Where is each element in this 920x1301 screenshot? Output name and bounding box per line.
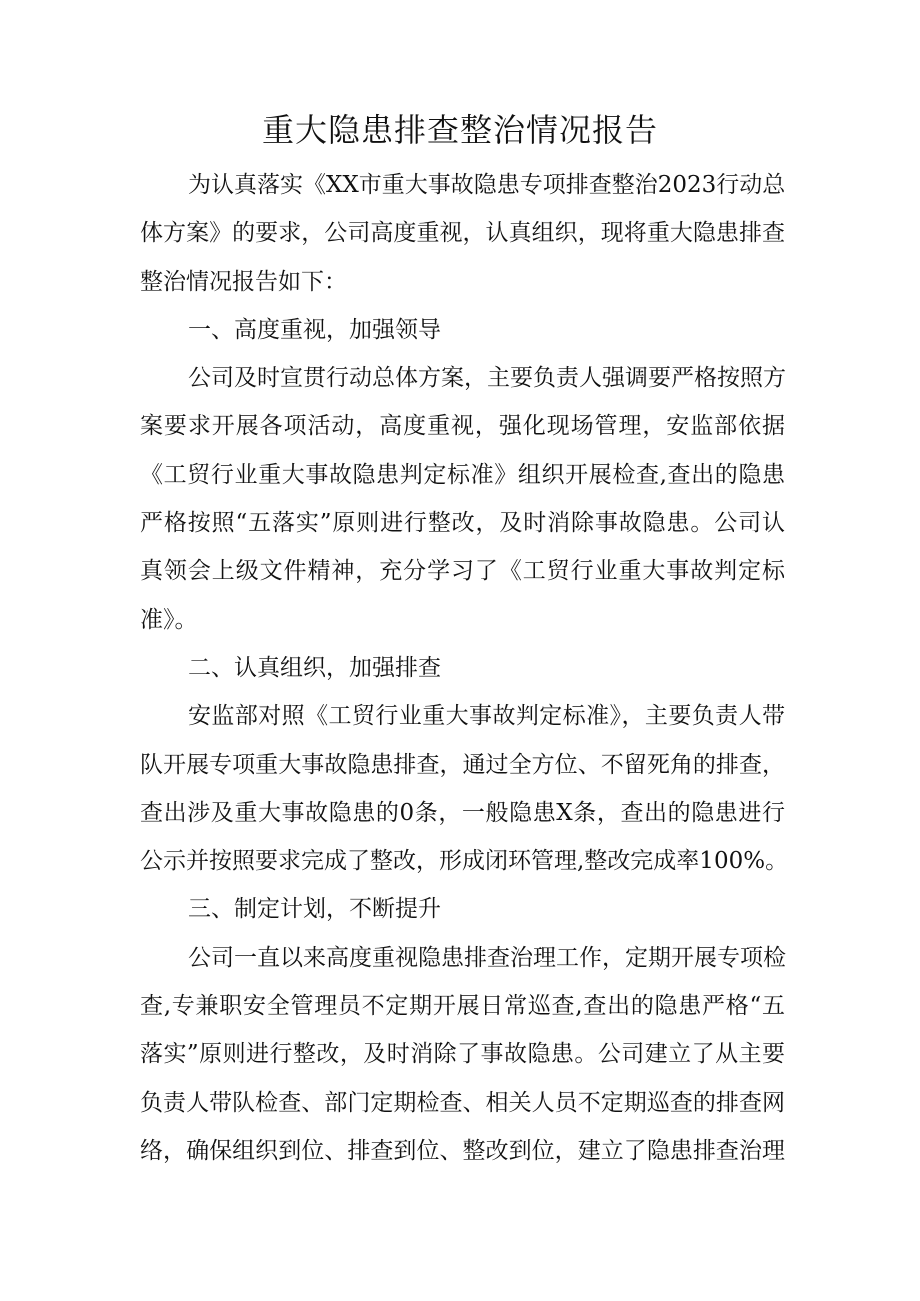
text-line: 准》。 xyxy=(140,606,198,633)
text-line: 公示并按照要求完成了整改，形成闭环管理,整改完成率100%。 xyxy=(140,848,789,875)
text-line: 三、制定计划，不断提升 xyxy=(188,896,441,923)
document-title: 重大隐患排查整治情况报告 xyxy=(261,111,658,149)
text-line: 落实”原则进行整改，及时消除了事故隐患。公司建立了从主要 xyxy=(140,1041,785,1068)
text-line: 一、高度重视，加强领导 xyxy=(188,316,441,343)
text-line: 真领会上级文件精神，充分学习了《工贸行业重大事故判定标 xyxy=(140,558,785,585)
text-line: 查,专兼职安全管理员不定期开展日常巡查,查出的隐患严格“五 xyxy=(140,993,785,1020)
text-line: 负责人带队检查、部门定期检查、相关人员不定期巡查的排查网 xyxy=(140,1089,785,1116)
text-line: 严格按照“五落实”原则进行整改，及时消除事故隐患。公司认 xyxy=(140,510,785,537)
text-line: 公司一直以来高度重视隐患排查治理工作，定期开展专项检 xyxy=(188,944,786,971)
text-line: 队开展专项重大事故隐患排查，通过全方位、不留死角的排查， xyxy=(140,751,785,778)
text-line: 查出涉及重大事故隐患的0条，一般隐患X条，查出的隐患进行 xyxy=(140,799,785,826)
text-line: 公司及时宣贯行动总体方案，主要负责人强调要严格按照方 xyxy=(188,365,786,392)
document-body xyxy=(140,163,789,1177)
text-line: 二、认真组织，加强排查 xyxy=(188,654,441,681)
text-line: 《工贸行业重大事故隐患判定标准》组织开展检查,查出的隐患 xyxy=(140,461,785,488)
text-line: 安监部对照《工贸行业重大事故判定标准》，主要负责人带 xyxy=(188,703,785,730)
text-line: 体方案》的要求，公司高度重视，认真组织，现将重大隐患排查 xyxy=(140,220,785,247)
text-line: 络，确保组织到位、排查到位、整改到位，建立了隐患排查治理 xyxy=(140,1137,785,1164)
text-line: 案要求开展各项活动，高度重视，强化现场管理，安监部依据 xyxy=(140,413,785,440)
text-line: 为认真落实《XX市重大事故隐患专项排查整治2023行动总 xyxy=(188,172,786,198)
text-line: 整治情况报告如下： xyxy=(140,268,347,295)
